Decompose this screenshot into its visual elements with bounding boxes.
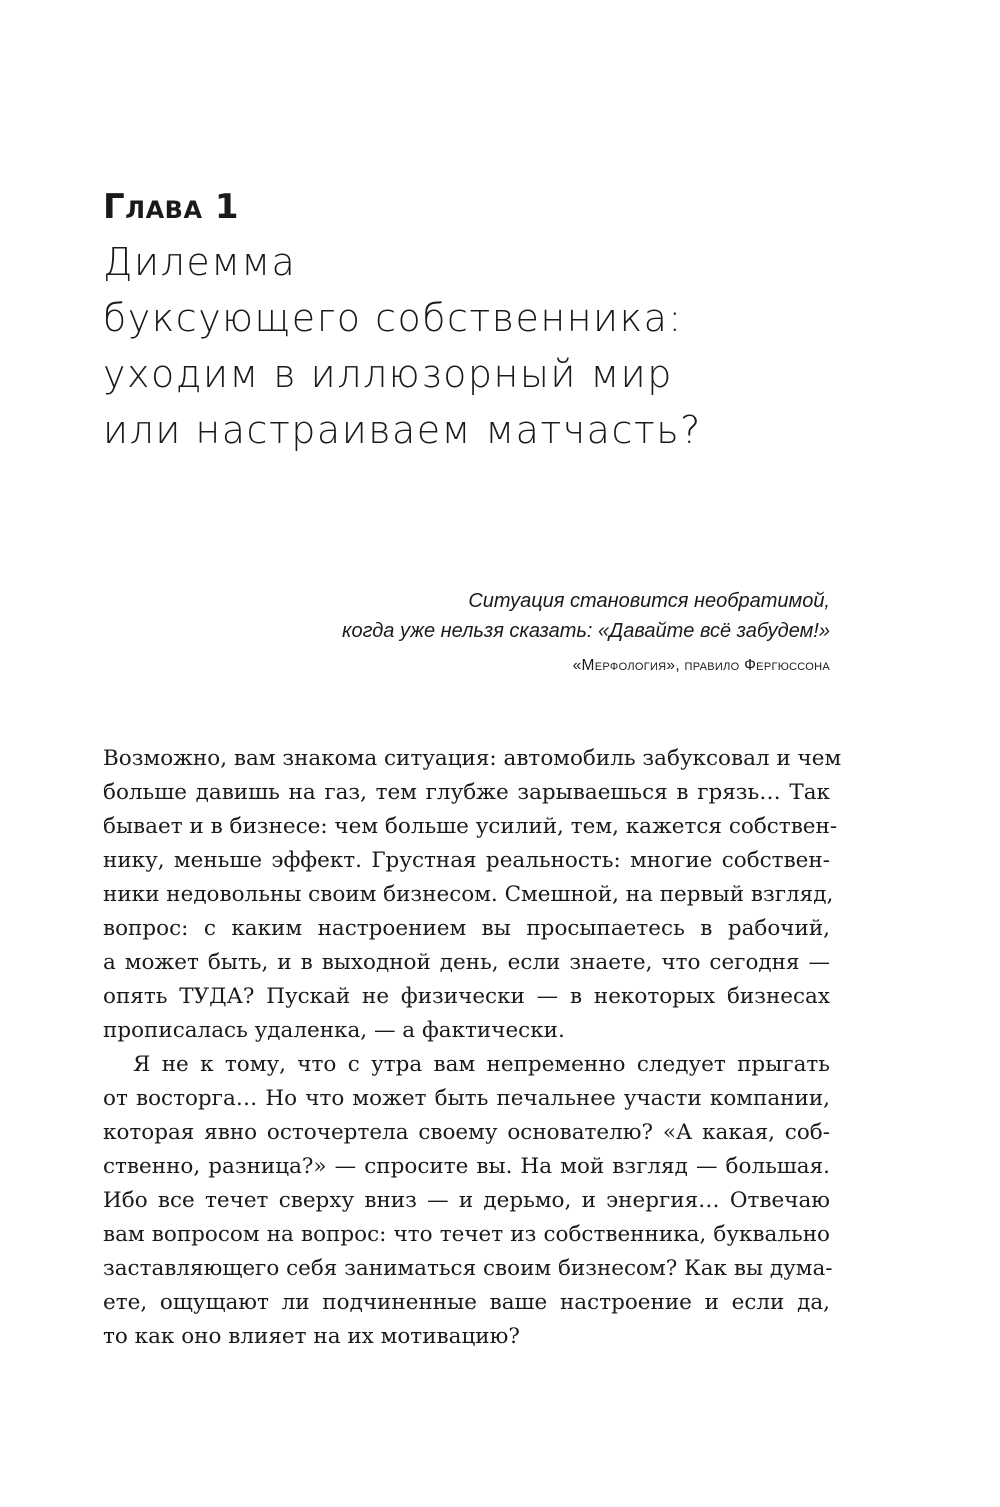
text-line: которая явно осточертела своему основателю? «А какая, соб- (103, 1120, 830, 1145)
text-line: ете, ощущают ли подчиненные ваше настроение и если да, (103, 1290, 830, 1315)
chapter-title-line: буксующего собственника: (103, 296, 683, 340)
chapter-title-line: или настраиваем матчасть? (103, 408, 702, 452)
chapter-title-line: уходим в иллюзорный мир (103, 352, 673, 396)
text-line: ственно, разница?» — спросите вы. На мой взгляд — большая. (103, 1154, 830, 1179)
text-line: нику, меньше эффект. Грустная реальность: многие собствен- (103, 848, 830, 873)
text-line: бывает и в бизнесе: чем больше усилий, тем, кажется собствен- (103, 814, 838, 839)
epigraph (230, 586, 830, 680)
text-line: заставляющего себя заниматься своим бизнесом? Как вы дума- (103, 1256, 833, 1281)
chapter-heading (103, 182, 863, 458)
text-line: то как оно влияет на их мотивацию? (103, 1324, 520, 1349)
paragraph-1 (103, 742, 842, 1048)
text-line: вопрос: с каким настроением вы просыпаетесь в рабочий, (103, 916, 830, 941)
text-line: прописалась удаленка, — а фактически. (103, 1018, 565, 1043)
text-line: Я не к тому, что с утра вам непременно следует прыгать (133, 1052, 830, 1077)
epigraph-source: «Мерфология», правило Фергюссона (572, 657, 830, 674)
text-line: от восторга… Но что может быть печальнее участи компании, (103, 1086, 830, 1111)
text-line: Возможно, вам знакома ситуация: автомобиль забуксовал и чем (103, 746, 842, 771)
text-line: Ибо все течет сверху вниз — и дерьмо, и энергия… Отвечаю (103, 1188, 830, 1213)
chapter-title (103, 234, 863, 458)
epigraph-line: Ситуация становится необратимой, (468, 590, 830, 612)
text-line: ники недовольны своим бизнесом. Смешной, на первый взгляд, (103, 882, 834, 907)
chapter-label: Глава 1 (103, 187, 240, 227)
text-line: вам вопросом на вопрос: что течет из собственника, буквально (103, 1222, 830, 1247)
text-line: опять ТУДА? Пускай не физически — в некоторых бизнесах (103, 984, 830, 1009)
paragraph-2 (103, 1048, 833, 1354)
text-line: а может быть, и в выходной день, если знаете, что сегодня — (103, 950, 830, 975)
epigraph-line: когда уже нельзя сказать: «Давайте всё забудем!» (342, 620, 830, 642)
text-line: больше давишь на газ, тем глубже зарываешься в грязь… Так (103, 780, 830, 805)
chapter-title-line: Дилемма (103, 240, 297, 284)
body-text (103, 742, 842, 1354)
